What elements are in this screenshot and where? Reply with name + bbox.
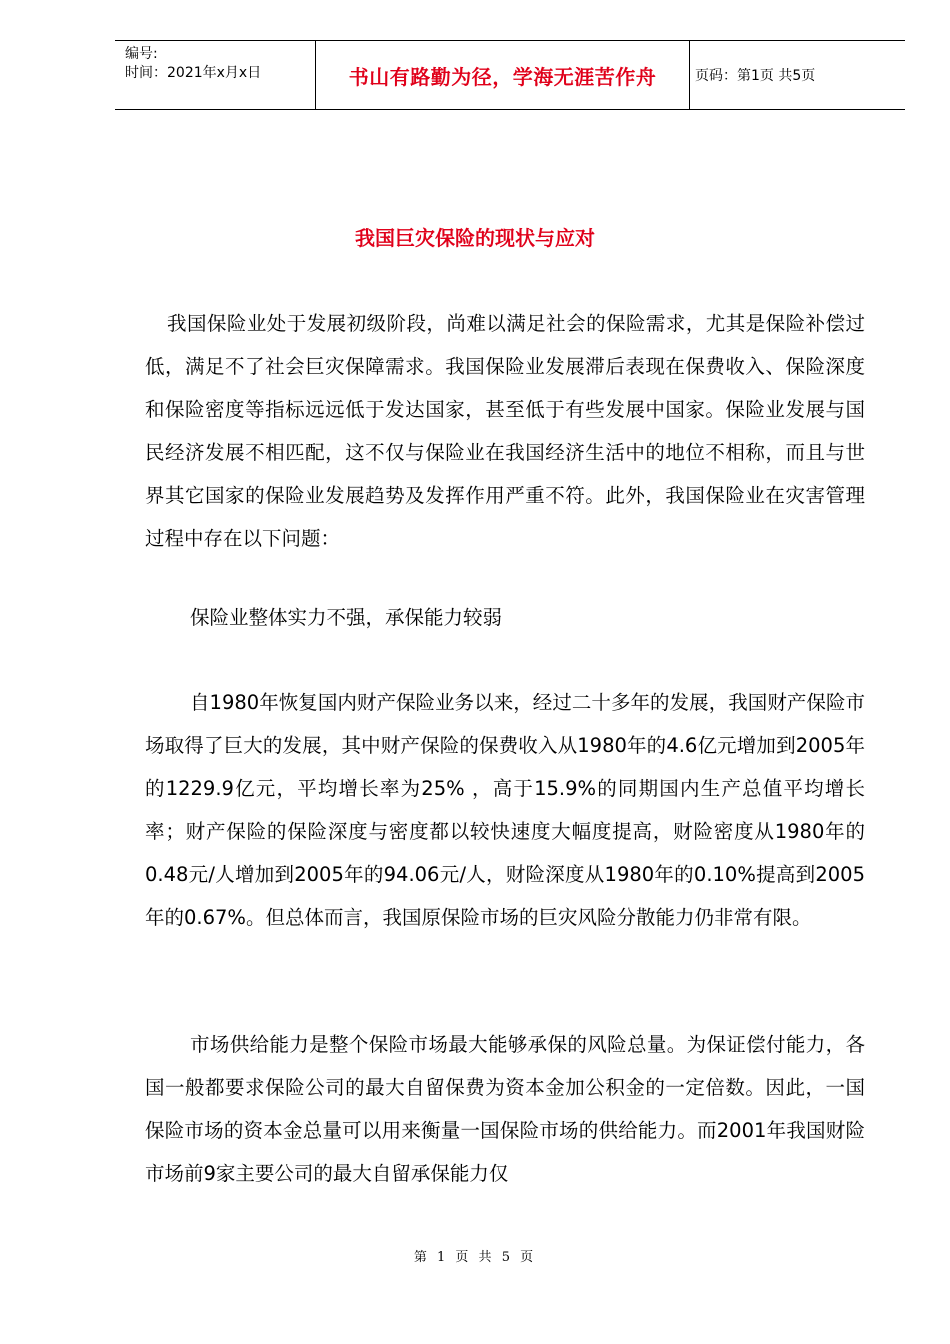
- paragraph-supply-capacity: 市场供给能力是整个保险市场最大能够承保的风险总量。为保证偿付能力，各国一般都要求保险公司的最大自留保费为资本金加公积金的一定倍数。因此，一国保险市场的资本金总量可以用来衡量一国保险市场的供给能力。而2001年我国财险市场前9家主要公司的最大自留承保能力仅: [145, 1033, 865, 1185]
- header-page-info: 页码：第1页 共5页: [695, 68, 816, 84]
- paragraph-subheading: 保险业整体实力不强，承保能力较弱: [190, 606, 503, 629]
- header-motto: 书山有路勤为径，学海无涯苦作舟: [348, 64, 657, 89]
- header-divider-right: [689, 41, 690, 109]
- header-meta: [115, 41, 315, 109]
- page-footer: 第 1 页 共 5 页: [413, 1250, 537, 1265]
- page-header: [115, 40, 905, 110]
- serial-number-label: 编号:: [125, 46, 158, 62]
- paragraph-market-growth: 自1980年恢复国内财产保险业务以来，经过二十多年的发展，我国财产保险市场取得了巨大的发展，其中财产保险的保费收入从1980年的4.6亿元增加到2005年的1229.9亿元，平均增长率为25% ，高于15.9%的同期国内生产总值平均增长率；财产保险的保险深度与密度都以较快速度大幅度提高，财险密度从1980年的0.48元/人增加到2005年的94.06元/人，财险深度从1980年的0.10%提高到2005年的0.67%。但总体而言，我国原保险市场的巨灾风险分散能力仍非常有限。: [145, 691, 865, 929]
- date-label: 时间：2021年x月x日: [125, 65, 262, 81]
- document-title: 我国巨灾保险的现状与应对: [355, 226, 595, 250]
- paragraph-intro: 我国保险业处于发展初级阶段，尚难以满足社会的保险需求，尤其是保险补偿过低，满足不了社会巨灾保障需求。我国保险业发展滞后表现在保费收入、保险深度和保险密度等指标远远低于发达国家，甚至低于有些发展中国家。保险业发展与国民经济发展不相匹配，这不仅与保险业在我国经济生活中的地位不相称，而且与世界其它国家的保险业发展趋势及发挥作用严重不符。此外，我国保险业在灾害管理过程中存在以下问题：: [145, 312, 865, 550]
